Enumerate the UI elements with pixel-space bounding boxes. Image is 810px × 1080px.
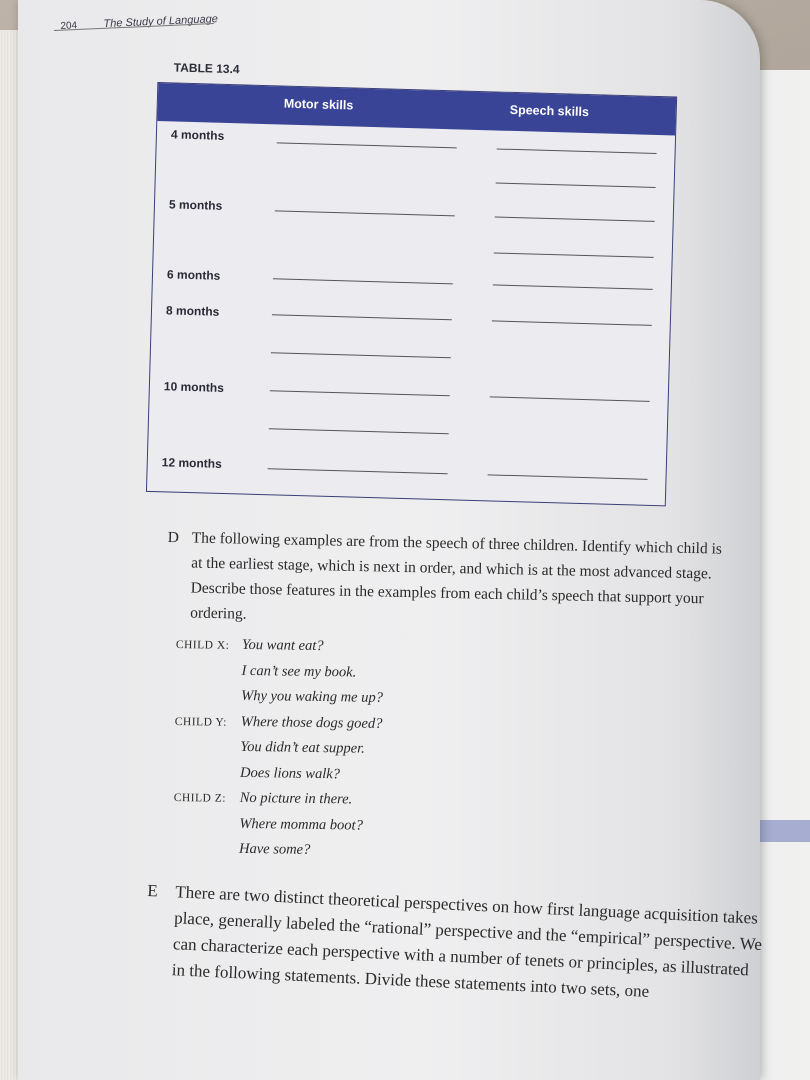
child-utterance-line (174, 738, 382, 766)
child-utterance-line (174, 763, 382, 791)
child-utterance-line (175, 712, 383, 740)
motor-answer-line[interactable] (277, 142, 457, 148)
motor-answer-line[interactable] (268, 468, 448, 474)
table-13-4 (146, 60, 678, 506)
child-utterance-line (175, 661, 383, 689)
table-header (157, 83, 676, 135)
motor-answer-line[interactable] (273, 278, 453, 284)
row-label: 10 months (163, 379, 225, 395)
table-title: TABLE 13.4 (173, 60, 240, 77)
book-title: The Study of Language (103, 13, 219, 31)
child-label: CHILD X: (175, 638, 230, 652)
row-label: 4 months (170, 127, 225, 143)
speech-answer-line[interactable] (490, 396, 650, 401)
utterance: You want eat? (241, 636, 324, 655)
page-number: 204 (60, 20, 78, 32)
child-utterance-line (173, 814, 381, 842)
child-utterance-line (175, 687, 383, 715)
speech-answer-line[interactable] (492, 320, 652, 325)
speech-answer-line[interactable] (494, 252, 654, 257)
question-letter: D (167, 528, 180, 547)
utterance: Where momma boot? (239, 815, 363, 834)
motor-answer-line[interactable] (271, 352, 451, 358)
utterance: You didn’t eat supper. (240, 738, 365, 757)
speech-answer-line[interactable] (495, 216, 655, 221)
motor-answer-line[interactable] (270, 390, 450, 396)
child-examples (173, 636, 384, 868)
question-e (143, 878, 767, 1010)
question-text: The following examples are from the speech of three children. Identify which child is at the earliest stage, which is next in order, and which is at the most advanced stage. Describe those features in the examples from each child’s speech that support your ordering. (189, 529, 723, 623)
motor-answer-line[interactable] (272, 314, 452, 320)
table-row (150, 379, 668, 393)
skills-table (146, 82, 677, 506)
table-row (153, 267, 671, 281)
speech-answer-line[interactable] (496, 182, 656, 187)
child-utterance-line (176, 636, 384, 664)
table-row (148, 455, 666, 469)
motor-answer-line[interactable] (275, 210, 455, 216)
utterance: Where those dogs goed? (240, 713, 383, 732)
speech-answer-line[interactable] (488, 474, 648, 479)
child-utterance-line (173, 840, 381, 868)
utterance: Why you waking me up? (241, 687, 384, 706)
book-page (18, 0, 763, 1080)
question-d (166, 525, 728, 637)
running-head (60, 9, 218, 34)
utterance: Does lions walk? (239, 764, 341, 782)
question-letter: E (147, 880, 159, 901)
child-utterance-line (174, 789, 382, 817)
column-header-speech: Speech skills (509, 102, 590, 120)
row-label: 12 months (161, 455, 222, 471)
speech-answer-line[interactable] (497, 148, 657, 153)
speech-answer-line[interactable] (493, 284, 653, 289)
motor-answer-line[interactable] (269, 428, 449, 434)
row-label: 8 months (165, 303, 220, 319)
child-label: CHILD Y: (174, 715, 227, 729)
child-label: CHILD Z: (173, 791, 227, 805)
row-label: 5 months (168, 197, 223, 213)
table-row (152, 303, 670, 317)
question-text: There are two distinct theoretical perspectives on how first language acquisition takes place, generally labeled the “rational” perspective and the “empirical” perspective. We can characterize each perspective with a number of tenets or principles, as illustrated in the following statements. Divide these statements into two sets, one (171, 882, 763, 1001)
table-row (155, 197, 673, 211)
row-label: 6 months (166, 267, 221, 283)
utterance: I can’t see my book. (241, 662, 357, 681)
utterance: No picture in there. (239, 789, 353, 808)
utterance: Have some? (238, 840, 311, 858)
column-header-motor: Motor skills (283, 96, 354, 113)
